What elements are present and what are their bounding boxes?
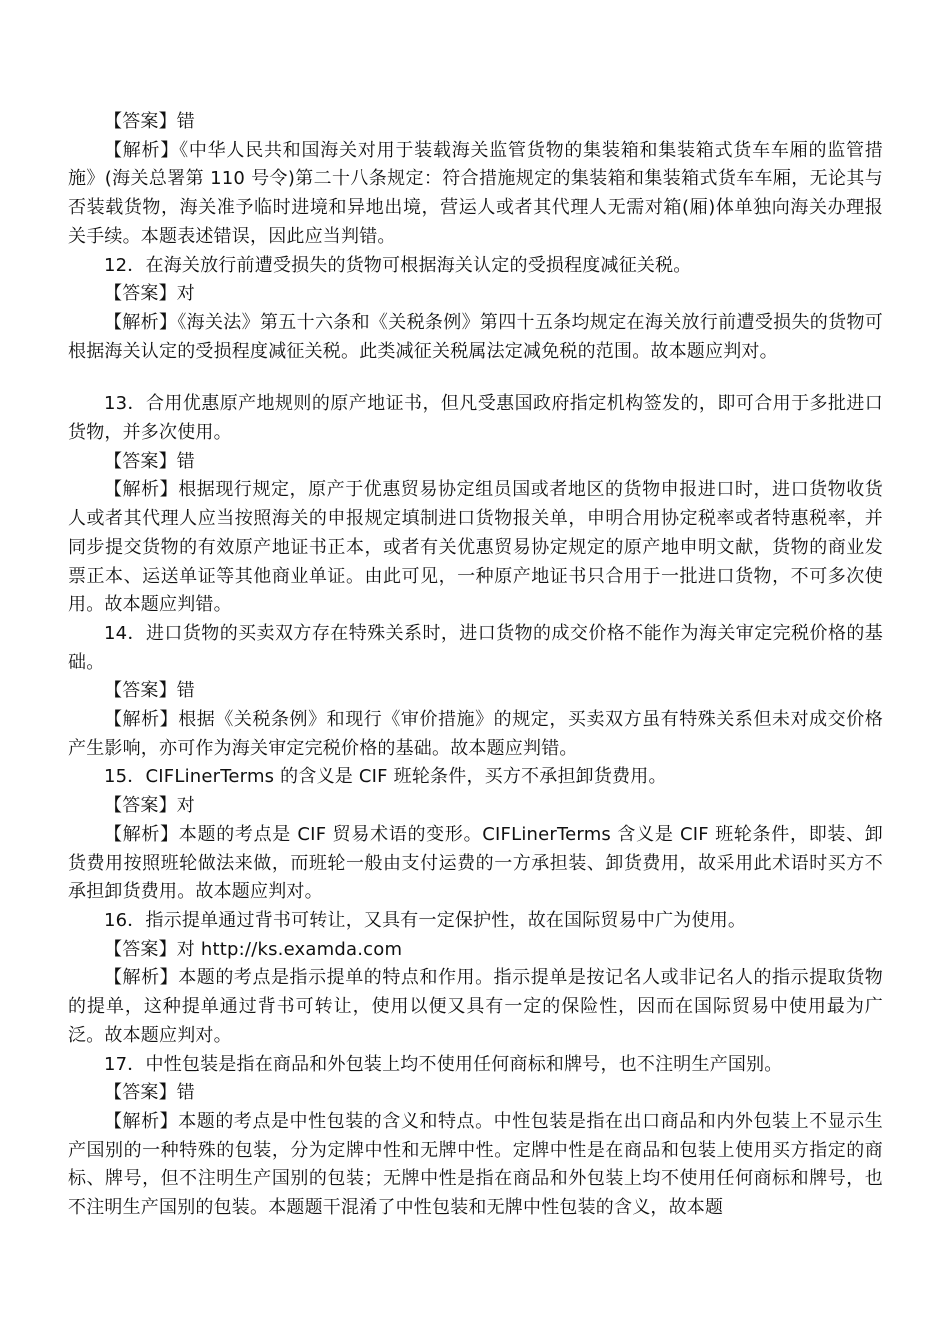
- question-13: 13．合用优惠原产地规则的原产地证书，但凡受惠国政府指定机构签发的，即可合用于多批进口货物，并多次使用。: [68, 393, 883, 444]
- answer-line: 【答案】错: [104, 111, 195, 132]
- question-17: 17．中性包装是指在商品和外包装上均不使用任何商标和牌号，也不注明生产国别。: [104, 1053, 783, 1075]
- question-16: 16．指示提单通过背书可转让，又具有一定保护性，故在国际贸易中广为使用。: [104, 909, 747, 931]
- question-15: 15．CIFLinerTerms 的含义是 CIF 班轮条件，买方不承担卸货费用。: [104, 766, 667, 788]
- answer-line: 【答案】对: [104, 283, 195, 305]
- question-14: 14．进口货物的买卖双方存在特殊关系时，进口货物的成交价格不能作为海关审定完税价格的基础。: [68, 622, 883, 673]
- explanation-paragraph: 【解析】根据《关税条例》和现行《审价措施》的规定，买卖双方虽有特殊关系但未对成交价格产生影响，亦可作为海关审定完税价格的基础。故本题应判错。: [68, 709, 883, 759]
- explanation-paragraph: 【解析】《中华人民共和国海关对用于装载海关监管货物的集装箱和集装箱式货车车厢的监管措施》(海关总署第 110 号令)第二十八条规定：符合措施规定的集装箱和集装箱式货车车厢，无论其与否装载货物，海关准予临时进境和异地出境，营运人或者其代理人无需对箱(厢)体单独向海关办理报关手续。本题表述错误，因此应当判错。: [68, 139, 883, 247]
- answer-line: 【答案】错: [104, 680, 195, 702]
- answer-line: 【答案】错: [104, 450, 195, 472]
- answer-line: 【答案】错: [104, 1082, 195, 1104]
- question-12: 12．在海关放行前遭受损失的货物可根据海关认定的受损程度减征关税。: [104, 254, 692, 276]
- answer-line: 【答案】对 http://ks.examda.com: [104, 938, 403, 960]
- explanation-paragraph: 【解析】《海关法》第五十六条和《关税条例》第四十五条均规定在海关放行前遭受损失的货物可根据海关认定的受损程度减征关税。此类减征关税属法定减免税的范围。故本题应判对。: [68, 311, 883, 362]
- document-page: [68, 108, 883, 1223]
- paragraph-gap: [68, 366, 883, 390]
- answer-line: 【答案】对: [104, 795, 195, 817]
- explanation-paragraph: 【解析】本题的考点是 CIF 贸易术语的变形。CIFLinerTerms 含义是 CIF 班轮条件，即装、卸货费用按照班轮做法来做，而班轮一般由支付运费的一方承担装、卸货费用，故采用此术语时买方不承担卸货费用。故本题应判对。: [68, 823, 883, 903]
- explanation-paragraph: 【解析】本题的考点是指示提单的特点和作用。指示提单是按记名人或非记名人的指示提取货物的提单，这种提单通过背书可转让，使用以便又具有一定的保险性，因而在国际贸易中使用最为广泛。故本题应判对。: [68, 967, 883, 1046]
- explanation-paragraph: 【解析】本题的考点是中性包装的含义和特点。中性包装是指在出口商品和内外包装上不显示生产国别的一种特殊的包装，分为定牌中性和无牌中性。定牌中性是在商品和包装上使用买方指定的商标、牌号，但不注明生产国别的包装；无牌中性是指在商品和外包装上均不使用任何商标和牌号，也不注明生产国别的包装。本题题干混淆了中性包装和无牌中性包装的含义，故本题: [68, 1110, 883, 1219]
- explanation-paragraph: 【解析】根据现行规定，原产于优惠贸易协定组员国或者地区的货物申报进口时，进口货物收货人或者其代理人应当按照海关的申报规定填制进口货物报关单，申明合用协定税率或者特惠税率，并同步提交货物的有效原产地证书正本，或者有关优惠贸易协定规定的原产地申明文献，货物的商业发票正本、运送单证等其他商业单证。由此可见，一种原产地证书只合用于一批进口货物，不可多次使用。故本题应判错。: [68, 479, 883, 616]
